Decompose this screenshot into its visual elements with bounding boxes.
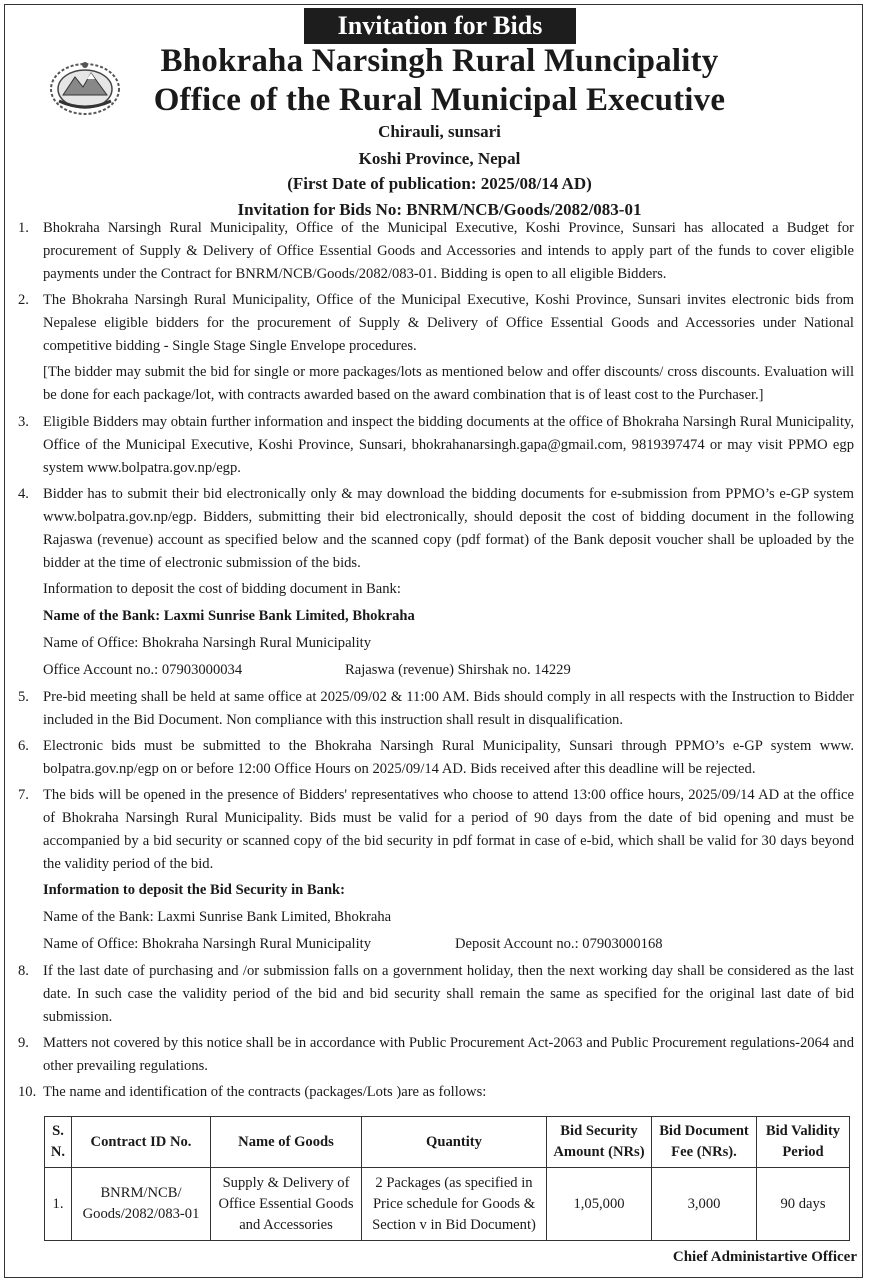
list-item: 4. Bidder has to submit their bid electronically only & may download the bidding documents for e-submission from PPMO’s e-GP system www.bolpatra.gov.np/egp. Bidders, submitting their bid electronically, should deposit the cost of bidding document in the following Rajaswa (revenue) account as specified below and the scanned copy (pdf format) of the Bank deposit voucher shall be uploaded by the bidder at the time of electronic submission of the bids. — [18, 486, 854, 571]
bank-info-heading: Information to deposit the cost of bidding document in Bank: — [43, 581, 401, 597]
notice-body — [18, 217, 854, 1107]
cell-quantity: 2 Packages (as specified in Price schedule for Goods & Section v in Bid Document) — [362, 1168, 547, 1241]
col-contract-id: Contract ID No. — [72, 1117, 211, 1168]
list-item: 1. Bhokraha Narsingh Rural Municipality, Office of the Municipal Executive, Koshi Province, Sunsari has allocated a Budget for procurement of Supply & Delivery of Office Essential Goods and Accessories and intends to apply part of the funds to cover eligible payments under the Contract for BNRM/NCB/Goods/2082/083-01. Bidding is open to all eligible Bidders. — [18, 220, 854, 282]
table-row — [45, 1168, 850, 1241]
table-header-row — [45, 1117, 850, 1168]
cell-contract-id: BNRM/NCB/ Goods/2082/083-01 — [72, 1168, 211, 1241]
rajaswa-shirshak: Rajaswa (revenue) Shirshak no. 14229 — [345, 662, 571, 678]
security-account-row — [18, 933, 854, 956]
list-item: 2. The Bhokraha Narsingh Rural Municipality, Office of the Municipal Executive, Koshi Province, Sunsari invites electronic bids from Nepalese eligible bidders for the procurement of Supply & Delivery of Office Essential Goods and Accessories under National competitive bidding - Single Stage Single Envelope procedures. — [18, 292, 854, 354]
bid-number: Invitation for Bids No: BNRM/NCB/Goods/2082/083-01 — [237, 200, 642, 219]
bank-name: Name of the Bank: Laxmi Sunrise Bank Limited, Bhokraha — [43, 608, 415, 624]
publication-date: (First Date of publication: 2025/08/14 AD) — [287, 174, 592, 193]
signature-title: Chief Administartive Officer — [672, 1249, 857, 1265]
cell-bid-security: 1,05,000 — [547, 1168, 652, 1241]
municipality-title: Bhokraha Narsingh Rural Muncipality — [160, 43, 719, 79]
contracts-table — [44, 1116, 850, 1241]
col-quantity: Quantity — [362, 1117, 547, 1168]
cell-sn: 1. — [45, 1168, 72, 1241]
list-item: 7. The bids will be opened in the presence of Bidders' representatives who choose to attend 13:00 office hours, 2025/09/14 AD at the office of Bhokraha Narsingh Rural Municipality. Bids must be valid for a period of 90 days from the date of bid opening and must be accompanied by a bid security or scanned copy of the bid security in pdf format in case of e-bid, which shall be valid for 30 days beyond the validity period of the bid. — [18, 787, 854, 872]
office-title: Office of the Rural Municipal Executive — [153, 82, 726, 118]
list-item: 8. If the last date of purchasing and /or submission falls on a government holiday, then the next working day shall be considered as the last date. In such case the validity period of the bid and bid security shall remain the same as specified for the original last date of bid submission. — [18, 963, 854, 1025]
banner-title: Invitation for Bids — [304, 8, 576, 44]
account-row — [18, 659, 854, 682]
list-item: 3. Eligible Bidders may obtain further information and inspect the bidding documents at the office of Bhokraha Narsingh Rural Municipality, Office of the Municipal Executive, Koshi Province, Sunsari, bhokrahanarsingh.gapa@gmail.com, 9819397474 or may visit PPMO egp system www.bolpatra.gov.np/egp. — [18, 414, 854, 476]
col-bid-security: Bid Security Amount (NRs) — [547, 1117, 652, 1168]
col-doc-fee: Bid Document Fee (NRs). — [652, 1117, 757, 1168]
address-line: Chirauli, sunsari — [378, 122, 501, 141]
list-item: 10. The name and identification of the contracts (packages/Lots )are as follows: — [18, 1084, 487, 1100]
col-sn: S. N. — [45, 1117, 72, 1168]
province-line: Koshi Province, Nepal — [358, 149, 521, 168]
office-account: Office Account no.: 07903000034 — [43, 662, 243, 678]
bid-security-heading: Information to deposit the Bid Security in Bank: — [43, 882, 346, 898]
deposit-account: Deposit Account no.: 07903000168 — [455, 936, 663, 952]
col-goods: Name of Goods — [211, 1117, 362, 1168]
cell-goods: Supply & Delivery of Office Essential Goods and Accessories — [211, 1168, 362, 1241]
col-validity: Bid Validity Period — [757, 1117, 850, 1168]
list-item: 6. Electronic bids must be submitted to the Bhokraha Narsingh Rural Municipality, Sunsari through PPMO’s e-GP system www. bolpatra.gov.np/egp on or before 12:00 Office Hours on 2025/09/14 AD. Bids received after this deadline will be rejected. — [18, 738, 854, 777]
security-office-name: Name of Office: Bhokraha Narsingh Rural Municipality — [43, 936, 372, 952]
cell-validity: 90 days — [757, 1168, 850, 1241]
bracket-note: [The bidder may submit the bid for single or more packages/lots as mentioned below and offer discounts/ cross discounts. Evaluation will be done for each package/lot, with contracts awarded based on the award combination that is of least cost to the Purchaser.] — [43, 364, 854, 403]
cell-doc-fee: 3,000 — [652, 1168, 757, 1241]
office-name: Name of Office: Bhokraha Narsingh Rural Municipality — [43, 635, 372, 651]
security-bank-name: Name of the Bank: Laxmi Sunrise Bank Limited, Bhokraha — [43, 909, 392, 925]
list-item: 5. Pre-bid meeting shall be held at same office at 2025/09/02 & 11:00 AM. Bids should comply in all respects with the Instruction to Bidder included in the Bid Document. Non compliance with this instruction shall result in disqualification. — [18, 689, 854, 728]
list-item: 9. Matters not covered by this notice shall be in accordance with Public Procurement Act-2063 and Public Procurement regulations-2064 and other prevailing regulations. — [18, 1035, 854, 1074]
